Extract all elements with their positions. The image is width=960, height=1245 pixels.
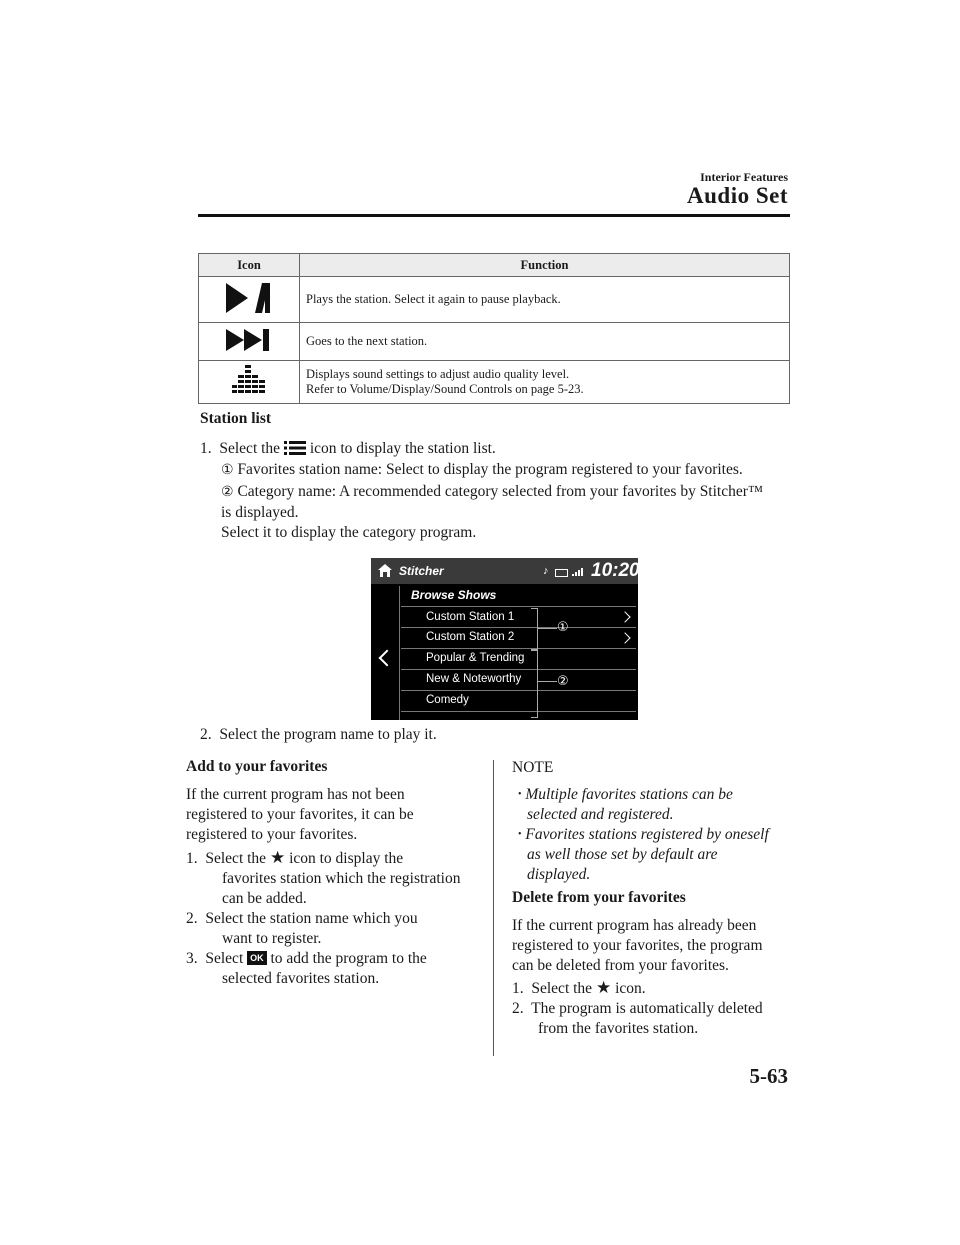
column-divider <box>493 760 494 1056</box>
delete-favorites-intro: If the current program has already been registered to your favorites, the program can be deleted from your favorites. <box>512 917 763 974</box>
circle-2-icon: ② <box>221 485 234 500</box>
table-row <box>199 277 790 323</box>
signal-icon <box>572 567 586 576</box>
list-item[interactable]: Custom Station 2 <box>426 631 515 643</box>
icon-function-table <box>198 253 790 404</box>
delete-favorites-steps: 1. Select the ★ icon. 2. The program is automatically deleted from the favorites station. <box>512 978 763 1037</box>
add-favorites-intro: If the current program has not been registered to your favorites, it can be registered to your favorites. <box>186 786 414 843</box>
battery-icon <box>555 569 568 577</box>
ok-icon: OK <box>247 951 267 965</box>
col-icon-header: Icon <box>199 254 300 277</box>
col-function-header: Function <box>300 254 790 277</box>
equalizer-icon <box>232 363 266 397</box>
function-text: Displays sound settings to adjust audio quality level. <box>306 367 570 381</box>
callout-bracket <box>531 650 538 718</box>
header-rule <box>198 214 790 217</box>
star-icon: ★ <box>595 978 612 997</box>
list-item[interactable]: New & Noteworthy <box>426 673 522 685</box>
list-icon <box>284 440 306 456</box>
table-row <box>199 361 790 404</box>
section-label: Interior Features <box>700 170 788 184</box>
screen-clock: 10:20 <box>591 560 640 581</box>
station-list-step-1: 1. Select the icon to display the station list. <box>200 440 496 457</box>
table-row <box>199 323 790 361</box>
stitcher-screen-illustration <box>371 558 638 720</box>
bullet-dot: • <box>518 789 522 800</box>
page-title: Audio Set <box>687 183 788 208</box>
callout-bracket <box>531 608 538 650</box>
screen-app-title: Stitcher <box>399 564 444 578</box>
list-item[interactable]: Custom Station 1 <box>426 611 515 623</box>
page-number: 5-63 <box>749 1064 788 1088</box>
function-text: Plays the station. Select it again to pause playback. <box>300 277 790 323</box>
circle-1-icon: ① <box>221 463 234 478</box>
callout-1-description: ① Favorites station name: Select to display the program registered to your favorites. <box>221 461 743 478</box>
bullet-dot: • <box>518 829 522 840</box>
back-chevron-icon <box>379 650 396 667</box>
function-text: Goes to the next station. <box>300 323 790 361</box>
chevron-right-icon <box>619 611 630 622</box>
delete-favorites-heading: Delete from your favorites <box>512 889 686 906</box>
browse-shows-title: Browse Shows <box>411 588 497 602</box>
list-item[interactable]: Popular & Trending <box>426 652 525 664</box>
add-favorites-heading: Add to your favorites <box>186 758 328 775</box>
star-icon: ★ <box>269 848 286 867</box>
callout-2-marker: ② <box>557 673 569 688</box>
home-icon <box>378 564 392 577</box>
note-heading: NOTE <box>512 759 554 776</box>
chevron-right-icon <box>619 632 630 643</box>
screen-left-divider <box>399 586 400 720</box>
music-note-icon: ♪ <box>543 565 549 577</box>
add-favorites-steps: 1. Select the ★ icon to display the favorites station which the registration can be added. 2. Select the station name which you want to register. 3. Select OK to add the program to the selected favorites station. <box>186 848 461 987</box>
station-list-heading: Station list <box>200 410 272 427</box>
list-item[interactable]: Comedy <box>426 694 469 706</box>
callout-1-marker: ① <box>557 619 569 634</box>
callout-2-description: ② Category name: A recommended category selected from your favorites by Stitcher™ is displayed. Select it to display the category program. <box>221 483 764 541</box>
function-text-ref: Refer to Volume/Display/Sound Controls on page 5-23. <box>306 382 584 396</box>
play-pause-icon <box>224 280 274 316</box>
station-list-step-2: 2. Select the program name to play it. <box>200 726 437 743</box>
skip-forward-icon <box>224 326 274 354</box>
table-header-row <box>199 254 790 277</box>
note-bullets: • Multiple favorites stations can be selected and registered. • Favorites stations registered by oneself as well those set by default are displayed. <box>518 786 769 883</box>
